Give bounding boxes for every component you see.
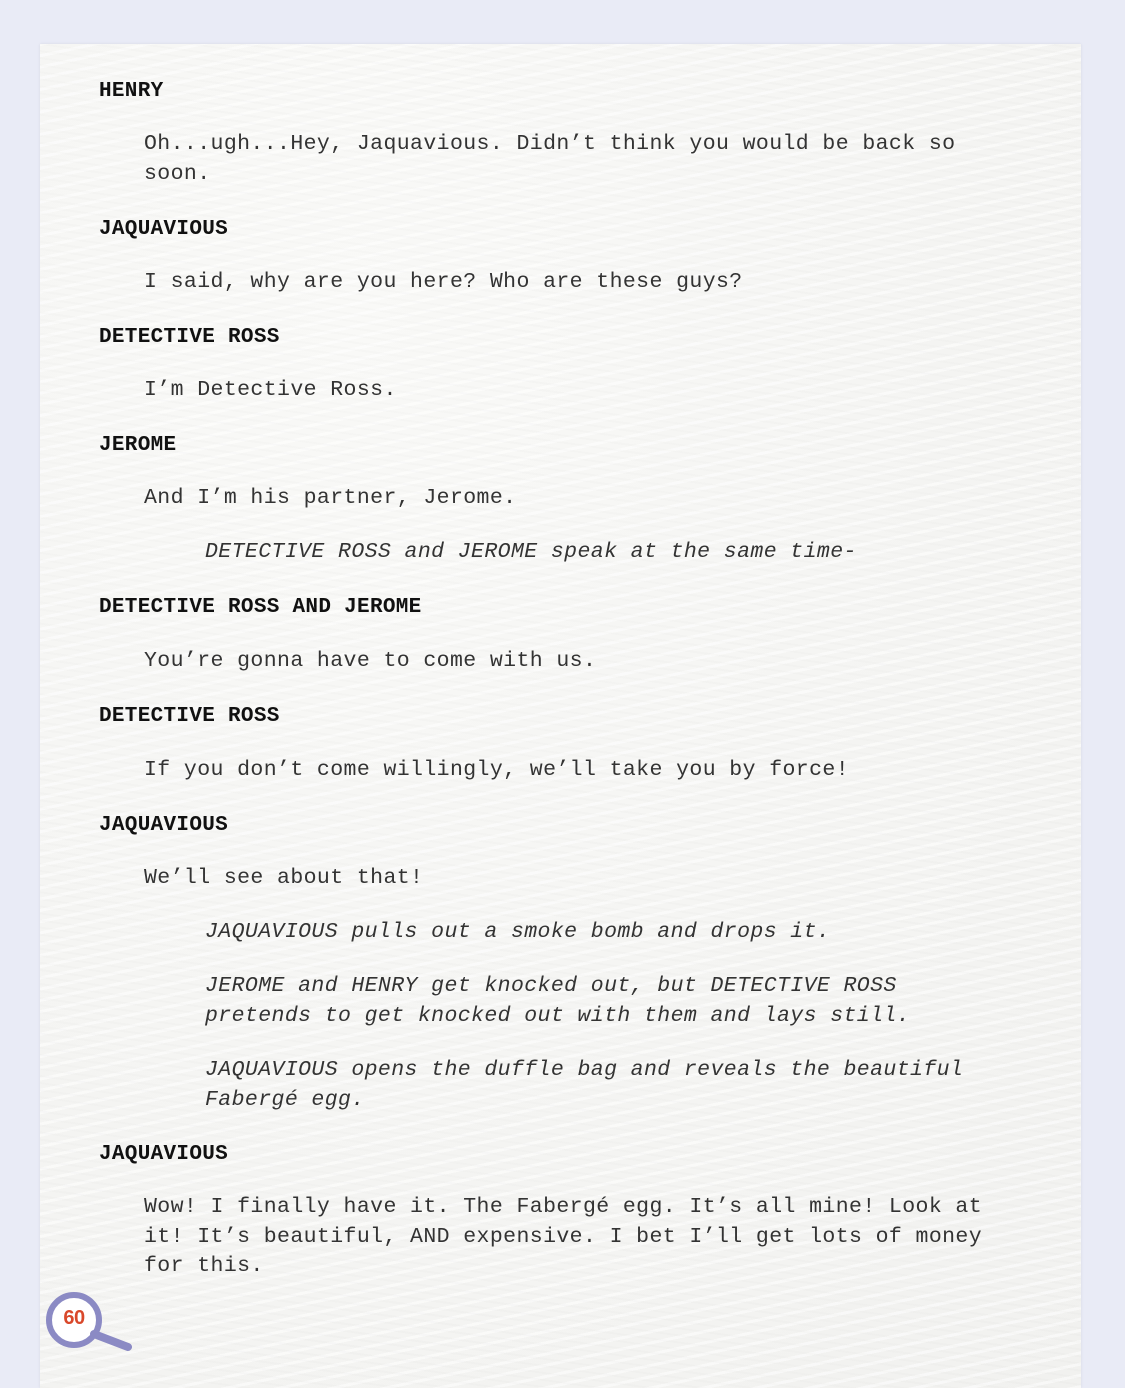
character-name: DETECTIVE ROSS <box>99 705 280 728</box>
character-name: DETECTIVE ROSS AND JEROME <box>99 596 422 619</box>
page-number: 60 <box>63 1307 85 1329</box>
stage-direction: JAQUAVIOUS pulls out a smoke bomb and drops it. <box>205 920 831 944</box>
stage-direction: JEROME and HENRY get knocked out, but DETECTIVE ROSS pretends to get knocked out with them and lays still. <box>205 974 911 1028</box>
dialogue-line: If you don’t come willingly, we’ll take you by force! <box>144 758 850 782</box>
script-page <box>40 44 1081 1388</box>
dialogue-line: Wow! I finally have it. The Fabergé egg. It’s all mine! Look at it! It’s beautiful, AND expensive. I bet I’ll get lots of money for this. <box>144 1195 983 1278</box>
dialogue-line: You’re gonna have to come with us. <box>144 649 597 673</box>
character-name: HENRY <box>99 80 164 103</box>
dialogue-line: And I’m his partner, Jerome. <box>144 486 517 510</box>
character-name: JAQUAVIOUS <box>99 218 229 241</box>
stage-direction: DETECTIVE ROSS and JEROME speak at the same time- <box>205 540 857 564</box>
character-name: JEROME <box>99 434 177 457</box>
character-name: DETECTIVE ROSS <box>99 326 280 349</box>
dialogue-line: Oh...ugh...Hey, Jaquavious. Didn’t think you would be back so soon. <box>144 132 956 186</box>
dialogue-line: I’m Detective Ross. <box>144 378 397 402</box>
dialogue-line: We’ll see about that! <box>144 866 424 890</box>
stage-direction: JAQUAVIOUS opens the duffle bag and reveals the beautiful Fabergé egg. <box>205 1058 964 1112</box>
character-name: JAQUAVIOUS <box>99 1143 229 1166</box>
page-number-badge <box>44 1290 136 1352</box>
character-name: JAQUAVIOUS <box>99 814 229 837</box>
dialogue-line: I said, why are you here? Who are these guys? <box>144 270 743 294</box>
